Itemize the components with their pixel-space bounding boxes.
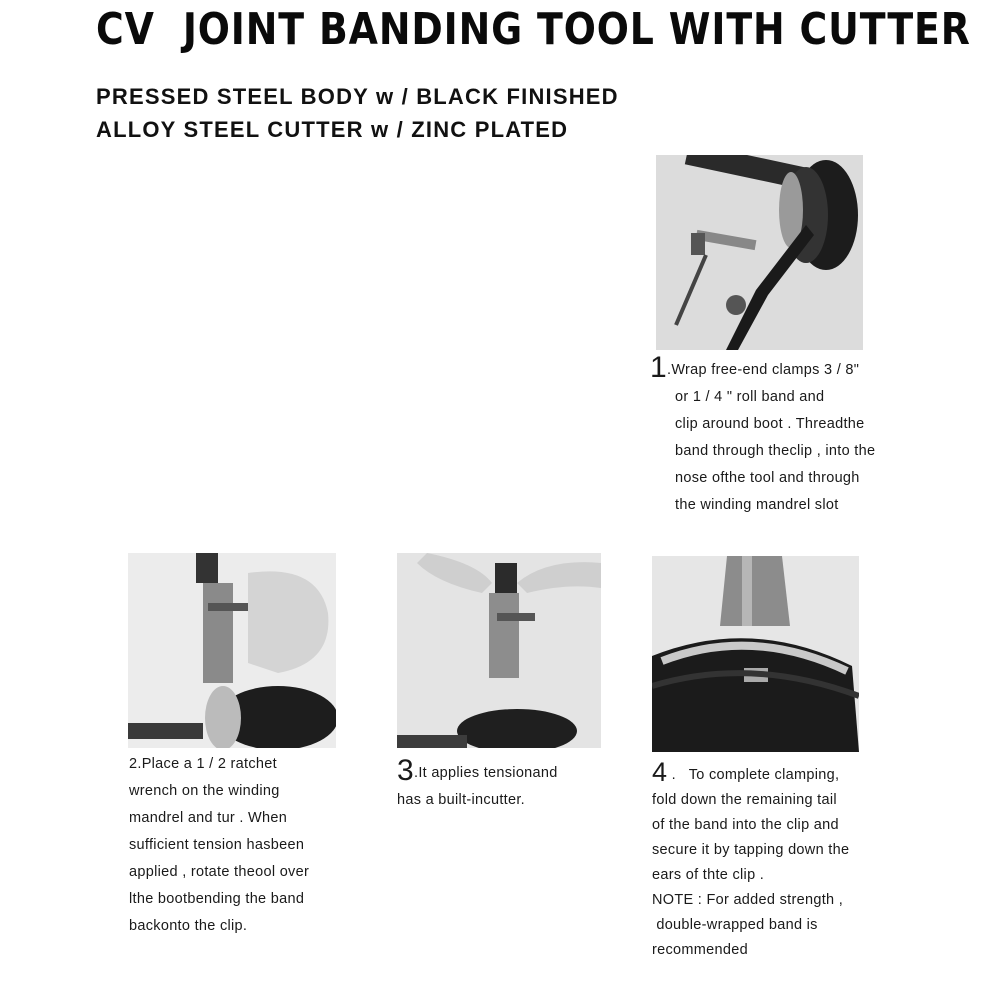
step2-line-5: applied , rotate theool over xyxy=(129,864,310,880)
step1-line-4: band through theclip , into the xyxy=(675,443,876,459)
step1-line-3: clip around boot . Threadthe xyxy=(675,416,865,432)
subtitle-cutter: ALLOY STEEL CUTTER w / ZINC PLATED xyxy=(96,117,569,142)
ratchet-wrench-illustration xyxy=(128,553,336,748)
step1-number: 1 xyxy=(650,351,667,384)
step4-photo xyxy=(652,556,859,752)
step4-line-6: NOTE : For added strength , xyxy=(652,892,844,908)
step4-line-1: 4 . To complete clamping, xyxy=(652,757,840,787)
step2-line-2: wrench on the winding xyxy=(129,783,280,799)
step4-line-8: recommended xyxy=(652,942,748,958)
step2-line-6: lthe bootbending the band xyxy=(129,891,305,907)
step3-photo xyxy=(397,553,601,748)
page-title: CV JOINT BANDING TOOL WITH CUTTER xyxy=(96,4,971,55)
step2-line-4: sufficient tension hasbeen xyxy=(129,837,305,853)
step4-text xyxy=(652,757,850,963)
step4-line-2: fold down the remaining tail xyxy=(652,792,837,808)
step1-line-6: the winding mandrel slot xyxy=(675,497,839,513)
step1-line-2: or 1 / 4 " roll band and xyxy=(675,389,825,405)
step3-text xyxy=(397,754,558,814)
step1-line-1: 1.Wrap free-end clamps 3 / 8" xyxy=(650,351,860,384)
step1-photo xyxy=(656,155,863,350)
step4-number: 4 xyxy=(652,757,668,787)
tapping-clip-illustration xyxy=(652,556,859,752)
step2-photo xyxy=(128,553,336,748)
step4-line-4: secure it by tapping down the xyxy=(652,842,850,858)
step1-text xyxy=(650,351,876,519)
step2-line-1: 2.Place a 1 / 2 ratchet xyxy=(129,756,277,772)
step2-line-3: mandrel and tur . When xyxy=(129,810,288,826)
step2-text xyxy=(129,751,309,940)
step3-number: 3 xyxy=(397,754,414,787)
cv-boot-tool-illustration xyxy=(656,155,863,350)
step4-line-5: ears of thte clip . xyxy=(652,867,765,883)
step3-line-2: has a built-incutter. xyxy=(397,792,526,808)
step3-line-1: 3.It applies tensionand xyxy=(397,754,558,787)
tension-cutter-illustration xyxy=(397,553,601,748)
subtitle-body: PRESSED STEEL BODY w / BLACK FINISHED xyxy=(96,84,619,109)
step4-line-3: of the band into the clip and xyxy=(652,817,839,833)
step2-line-7: backonto the clip. xyxy=(129,918,248,934)
step1-line-5: nose ofthe tool and through xyxy=(675,470,860,486)
step4-line-7: double-wrapped band is xyxy=(652,917,818,933)
